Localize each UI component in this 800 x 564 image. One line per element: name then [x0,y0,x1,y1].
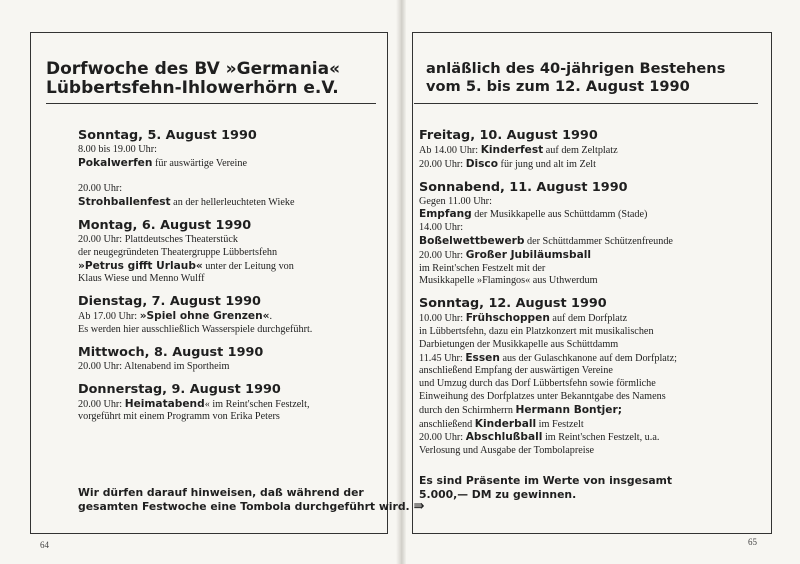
event-text: Musikkapelle »Flamingos« aus Uthwerdum [419,275,598,287]
event-line [78,398,378,412]
event-line [419,378,759,391]
event-text: Klaus Wiese und Menno Wulff [78,273,205,285]
event-text: 20.00 Uhr: [419,249,466,261]
day-heading: Dienstag, 7. August 1990 [78,294,261,310]
event-line [419,208,759,222]
event-line [419,275,759,288]
day-heading: Montag, 6. August 1990 [78,217,252,233]
event-highlight: »Spiel ohne Grenzen« [139,310,270,323]
event-text: 8.00 bis 19.00 Uhr: [78,144,157,155]
right-page-title [426,60,725,96]
left-title-rule [46,103,376,104]
event-text: Einweihung des Dorfplatzes unter Bekanntgabe des Namens [419,390,666,402]
event-text: « im Reint'schen Festzelt, [204,398,310,410]
event-text: für auswärtige Vereine [152,157,247,169]
event-text: . [269,311,273,323]
event-line [78,183,378,196]
event-highlight: Heimatabend [124,397,205,410]
event-line [419,431,759,445]
event-text: aus der Gulaschkanone auf dem Dorfplatz; [499,352,677,364]
event-line [419,196,759,209]
left-schedule [78,128,378,424]
tombola-note-line-1: Wir dürfen darauf hinweisen, daß während der [78,486,364,499]
event-highlight: Empfang [419,208,472,221]
event-highlight: Essen [465,351,500,364]
event-text: vorgeführt mit einem Programm von Erika Peters [78,411,280,423]
event-highlight: Disco [465,157,498,170]
day-heading: Sonntag, 5. August 1990 [78,128,257,143]
event-line [78,260,378,274]
tombola-note-line-2: gesamten Festwoche eine Tombola durchgeführt wird. [78,500,410,513]
event-line [419,445,759,458]
event-text: der Schüttdammer Schützenfreunde [524,235,673,247]
event-text: anschließend Empfang der auswärtigen Vereine [419,365,613,377]
event-line [78,234,378,247]
event-text: und Umzug durch das Dorf Lübbertsfehn sowie förmliche [419,378,656,390]
event-line [419,352,759,366]
day-spacer [78,374,378,382]
event-text: 20.00 Uhr: Plattdeutsches Theaterstück [78,233,238,245]
event-text: 20.00 Uhr: [419,158,466,170]
event-text: in Lübbertsfehn, dazu ein Platzkonzert mit musikalischen [419,325,654,337]
page-number-left: 64 [40,540,49,550]
event-line [78,144,378,157]
event-text: im Reint'schen Festzelt mit der [419,262,546,274]
event-line [419,144,759,158]
left-title-line-1: Dorfwoche des BV »Germania« [46,59,341,79]
day-spacer [419,288,759,296]
event-line [78,310,378,324]
event-text: anschließend [419,418,475,430]
event-text: 20.00 Uhr: [419,432,466,444]
event-line [78,411,378,424]
event-text: Ab 14.00 Uhr: [419,145,481,156]
event-text: 20.00 Uhr: Altenabend im Sportheim [78,360,230,372]
event-text: der Musikkapelle aus Schüttdamm (Stade) [471,209,648,221]
event-text: durch den Schirmherrn [419,404,516,416]
event-text: auf dem Zeltplatz [543,145,618,156]
day-spacer [419,172,759,180]
page-gutter [396,0,406,564]
event-line [419,365,759,378]
event-text: 10.00 Uhr: [419,313,466,325]
event-highlight: Frühschoppen [465,312,550,325]
event-line [419,235,759,249]
event-line [419,222,759,235]
event-text: Verlosung und Ausgabe der Tombolapreise [419,445,595,457]
day-heading: Donnerstag, 9. August 1990 [78,381,281,397]
prizes-note [419,474,672,502]
arrow-right-icon: ⇛ [413,499,425,514]
prizes-note-line-1: Es sind Präsente im Werte von insgesamt [419,474,673,487]
day-spacer [78,337,378,345]
event-line [419,404,759,418]
event-line [78,247,378,260]
event-text: auf dem Dorfplatz [549,313,628,325]
event-line [419,249,759,263]
event-highlight: Kinderball [474,417,537,430]
event-highlight: Großer Jubiläumsball [465,248,591,261]
event-highlight: »Petrus gifft Urlaub« [78,259,203,272]
event-line [78,196,378,210]
event-line [419,263,759,276]
event-text: der neugegründeten Theatergruppe Lübbertsfehn [78,246,278,258]
event-text: 20.00 Uhr: [78,183,123,195]
event-line [419,391,759,404]
event-highlight: Hermann Bontjer; [515,403,622,416]
event-line [78,361,378,374]
left-title-line-2: Lübbertsfehn-Ihlowerhörn e.V. [46,78,339,99]
event-text: Darbietungen der Musikkapelle aus Schüttdamm [419,338,619,350]
event-line [78,273,378,286]
event-highlight: Boßelwettbewerb [419,234,525,247]
event-text: im Festzelt [536,418,584,430]
day-spacer [78,286,378,294]
event-text: 11.45 Uhr: [419,352,466,364]
event-line [419,418,759,432]
event-line [419,326,759,339]
event-line [419,339,759,352]
day-spacer [78,210,378,218]
day-heading: Freitag, 10. August 1990 [419,128,598,143]
event-line [419,312,759,326]
right-title-line-2: vom 5. bis zum 12. August 1990 [426,78,690,96]
event-text: 14.00 Uhr: [419,222,464,234]
day-heading: Sonnabend, 11. August 1990 [419,179,628,195]
event-line [78,324,378,337]
event-highlight: Abschlußball [465,431,543,444]
event-line [78,171,378,184]
event-text: unter der Leitung von [202,260,294,272]
event-line [419,158,759,172]
right-title-line-1: anläßlich des 40-jährigen Bestehens [426,60,726,77]
event-highlight: Strohballenfest [78,196,171,209]
tombola-note [78,486,425,514]
event-highlight: Pokalwerfen [78,156,153,169]
event-text: an der hellerleuchteten Wieke [170,197,295,209]
event-line [78,157,378,171]
event-text: im Reint'schen Festzelt, u.a. [542,432,660,444]
event-text: Es werden hier ausschließlich Wasserspiele durchgeführt. [78,323,313,335]
event-highlight: Kinderfest [480,144,544,156]
day-heading: Sonntag, 12. August 1990 [419,296,607,312]
right-schedule [419,128,759,458]
event-text: Gegen 11.00 Uhr: [419,195,492,207]
event-text: Ab 17.00 Uhr: [78,311,140,323]
prizes-note-line-2: 5.000,— DM zu gewinnen. [419,488,577,501]
event-text: für jung und alt im Zelt [498,158,596,170]
day-heading: Mittwoch, 8. August 1990 [78,344,264,360]
left-page-title [46,60,340,98]
page-number-right: 65 [748,537,757,547]
event-text: 20.00 Uhr: [78,398,125,410]
right-title-rule [414,103,758,104]
